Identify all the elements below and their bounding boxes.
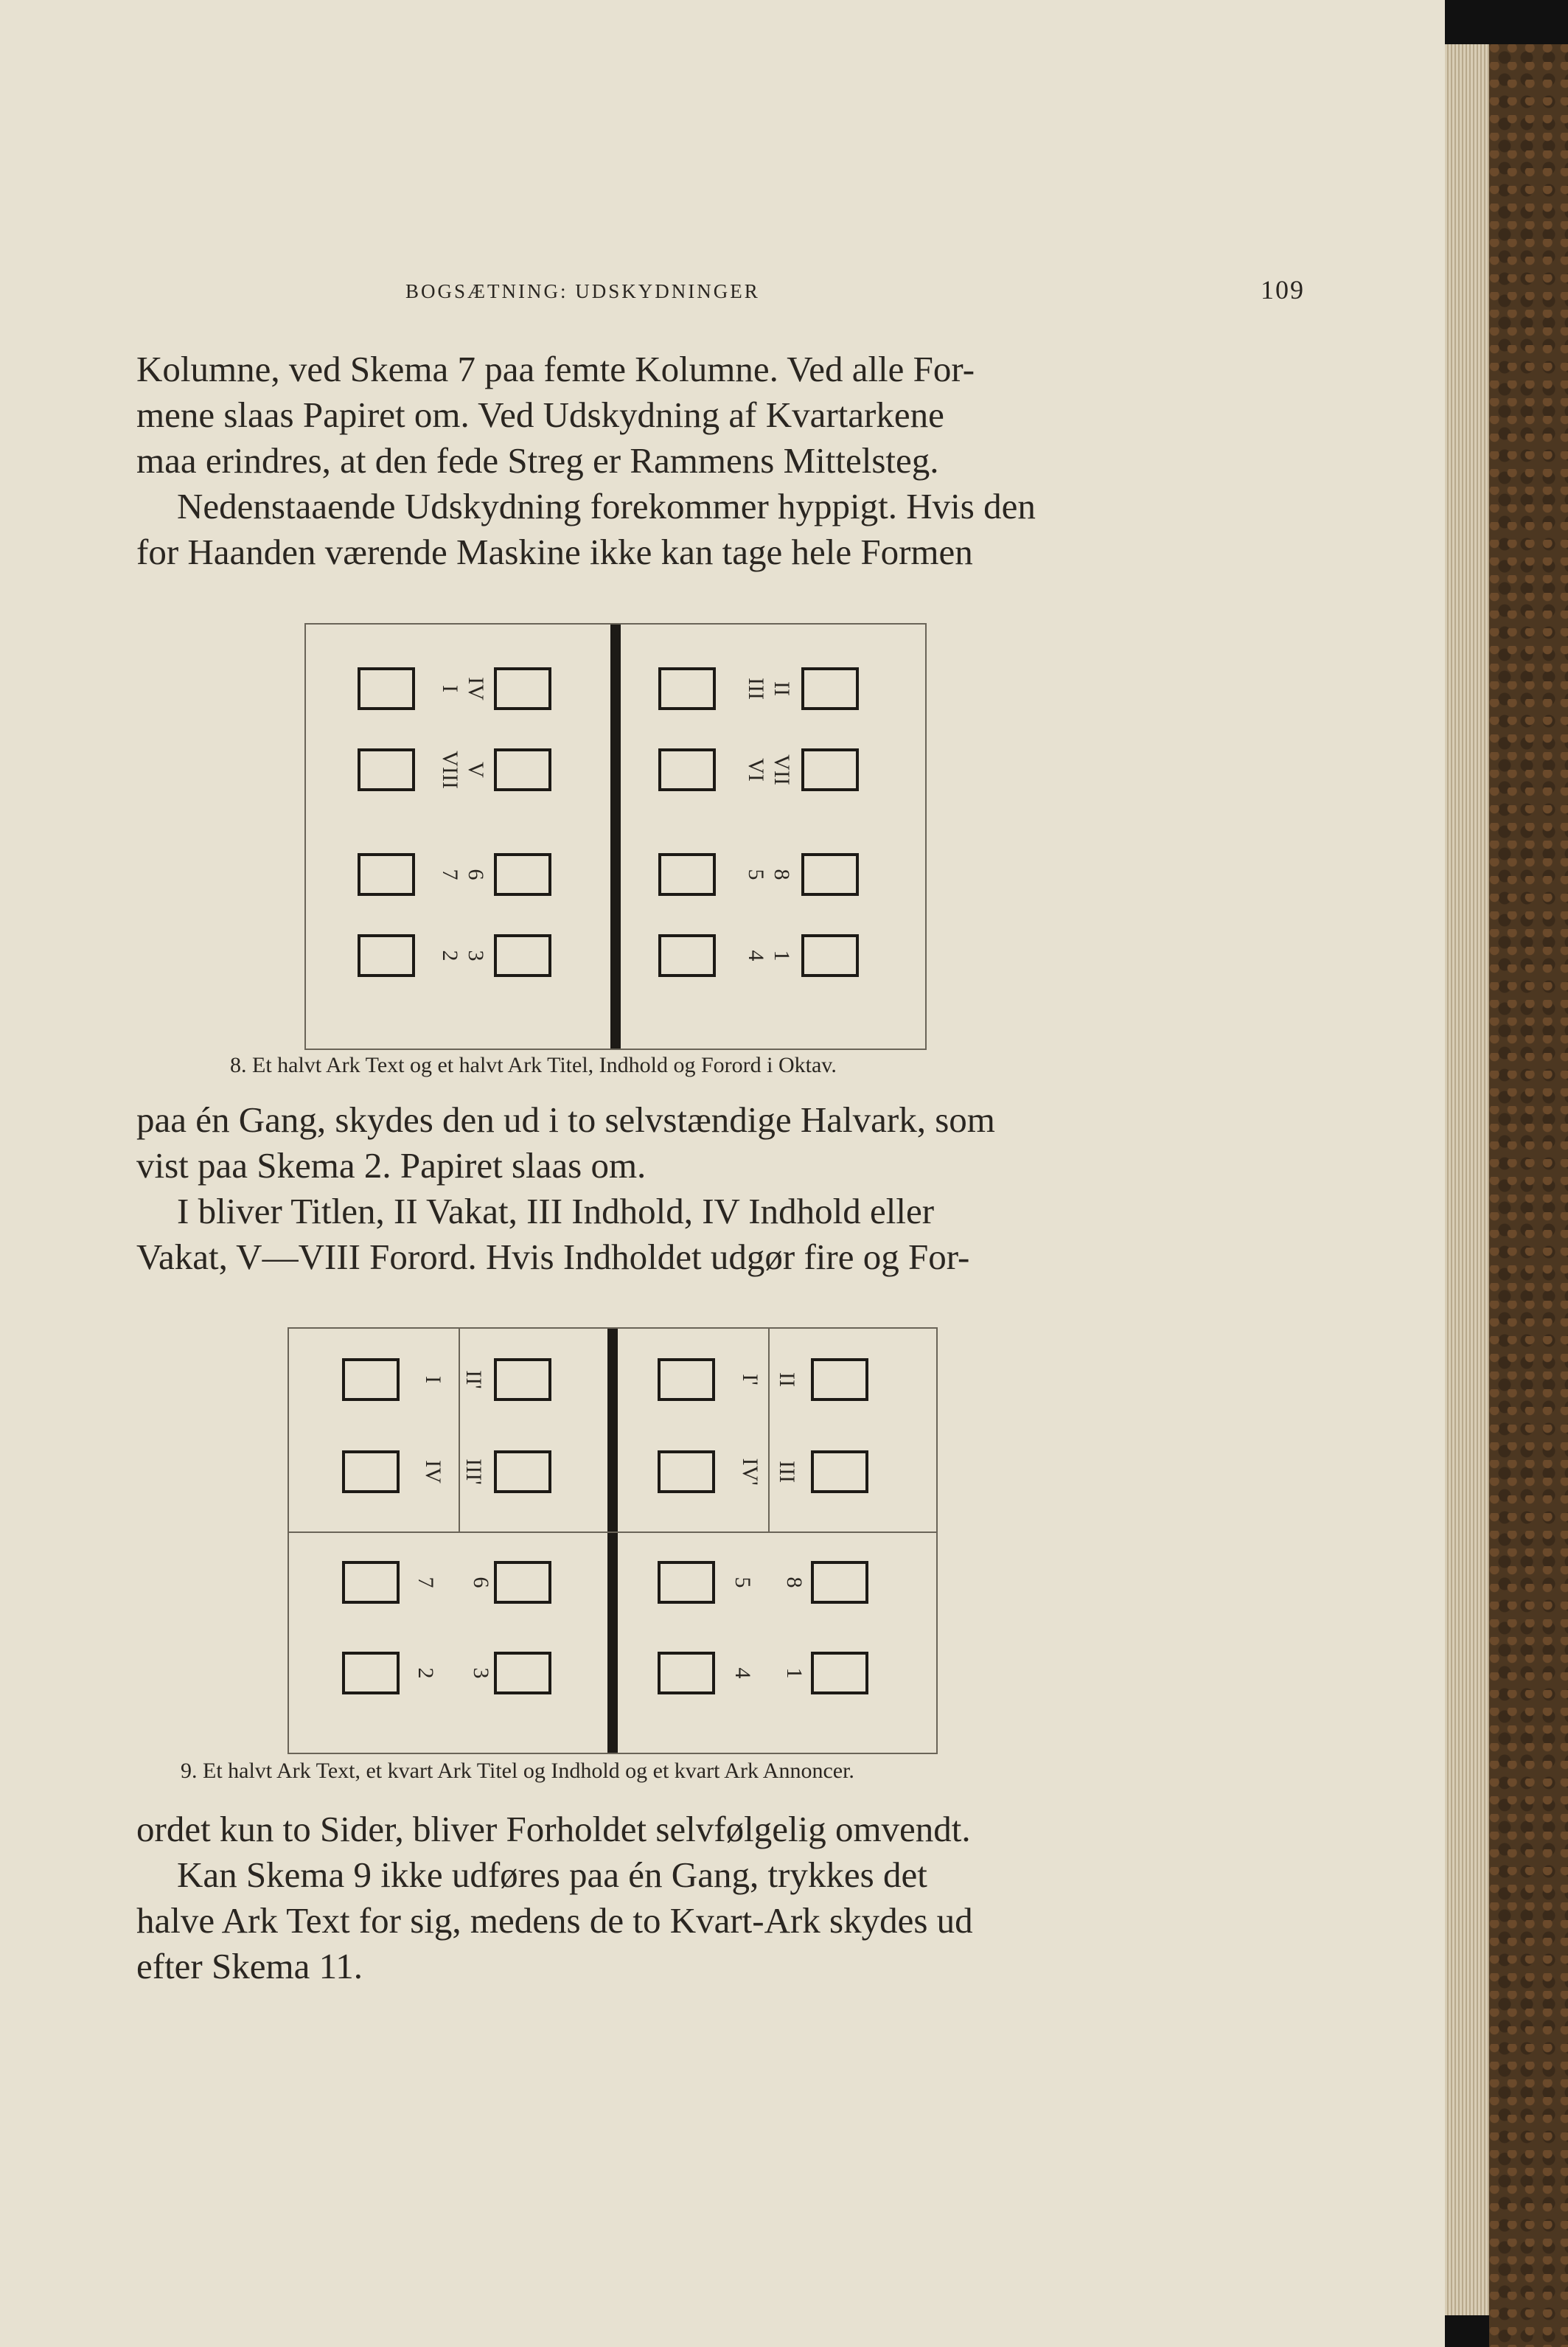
page-label: 4 <box>744 950 768 962</box>
page-label: IV' <box>738 1458 762 1486</box>
page-label: III <box>775 1461 799 1483</box>
page-box <box>801 853 859 896</box>
page-box <box>658 748 716 791</box>
page-label: II' <box>461 1370 486 1389</box>
page-label: 4 <box>731 1667 755 1679</box>
text-line: Nedenstaaende Udskydning forekommer hyppigt. Hvis den <box>177 486 1036 526</box>
page-box <box>358 667 415 710</box>
page-label: 7 <box>414 1576 438 1588</box>
page-box <box>342 1358 400 1401</box>
page-box <box>358 934 415 977</box>
page-label: 1 <box>782 1667 806 1679</box>
page-label: III <box>744 678 768 700</box>
page-label: 2 <box>414 1667 438 1679</box>
page-box <box>658 667 716 710</box>
page-box <box>658 1450 715 1493</box>
page-box <box>811 1450 868 1493</box>
page-label: II <box>775 1372 799 1387</box>
text-line: paa én Gang, skydes den ud i to selvstændige Halvark, som <box>136 1099 995 1140</box>
page-box <box>342 1652 400 1694</box>
page-label: I' <box>738 1374 762 1385</box>
page-label: 8 <box>782 1576 806 1588</box>
page-edges <box>1445 44 1489 2315</box>
page-box <box>801 748 859 791</box>
page-box <box>658 934 716 977</box>
text-line: Kolumne, ved Skema 7 paa femte Kolumne. Ved alle For- <box>136 349 975 389</box>
page-label: II <box>770 681 794 696</box>
page-box <box>342 1561 400 1604</box>
page-box <box>358 748 415 791</box>
page-label: IV <box>421 1460 445 1484</box>
page-label: V <box>464 762 488 778</box>
paragraph-1 <box>136 347 1098 575</box>
frame-center-bar <box>610 625 621 1049</box>
page-box <box>494 1652 551 1694</box>
page-label: 8 <box>770 869 794 880</box>
text-line: vist paa Skema 2. Papiret slaas om. <box>136 1145 647 1186</box>
page-label: VIII <box>438 751 462 789</box>
page-box <box>494 1561 551 1604</box>
page-label: I <box>438 685 462 692</box>
page-label: 6 <box>464 869 488 880</box>
paragraph-2 <box>136 1097 1098 1280</box>
page-box <box>494 748 551 791</box>
page-box <box>658 853 716 896</box>
page-label: 3 <box>464 950 488 962</box>
page-label: 3 <box>469 1667 493 1679</box>
page-box <box>494 853 551 896</box>
frame-horizontal-rule <box>289 1531 936 1533</box>
page-box <box>342 1450 400 1493</box>
imposition-diagram-8 <box>304 623 927 1050</box>
page-box <box>358 853 415 896</box>
text-line: I bliver Titlen, II Vakat, III Indhold, IV Indhold eller <box>177 1191 935 1231</box>
text-line: mene slaas Papiret om. Ved Udskydning af Kvartarkene <box>136 394 944 435</box>
page-label: 7 <box>438 869 462 880</box>
figure-9-caption: 9. Et halvt Ark Text, et kvart Ark Titel og Indhold og et kvart Ark Annoncer. <box>181 1759 854 1783</box>
text-line: halve Ark Text for sig, medens de to Kvart-Ark skydes ud <box>136 1900 973 1941</box>
page-number: 109 <box>1261 275 1305 305</box>
page-box <box>811 1561 868 1604</box>
page-box <box>494 667 551 710</box>
page-box <box>811 1652 868 1694</box>
page-box <box>494 1358 551 1401</box>
page-box <box>801 934 859 977</box>
page-label: III' <box>461 1458 486 1485</box>
marbled-spine <box>1489 44 1568 2347</box>
page-box <box>801 667 859 710</box>
page-label: VI <box>744 758 768 782</box>
imposition-diagram-9 <box>288 1327 938 1754</box>
text-line: efter Skema 11. <box>136 1946 363 1986</box>
page-label: 5 <box>744 869 768 880</box>
text-line: for Haanden værende Maskine ikke kan tage hele Formen <box>136 532 973 572</box>
frame-quarter-rule <box>459 1329 460 1531</box>
page-box <box>658 1561 715 1604</box>
page-label: I <box>421 1376 445 1383</box>
page-box <box>494 1450 551 1493</box>
page-box <box>811 1358 868 1401</box>
frame-center-bar <box>607 1329 618 1753</box>
text-line: maa erindres, at den fede Streg er Rammens Mittelsteg. <box>136 440 939 481</box>
page-label: IV <box>464 677 488 700</box>
frame-quarter-rule <box>768 1329 770 1531</box>
running-title: BOGSÆTNING: UDSKYDNINGER <box>405 280 760 302</box>
page-label: 1 <box>770 950 794 962</box>
page-label: VII <box>770 754 794 785</box>
page-label: 6 <box>469 1576 493 1588</box>
page-box <box>658 1652 715 1694</box>
page-label: 2 <box>438 950 462 962</box>
text-line: Kan Skema 9 ikke udføres paa én Gang, trykkes det <box>177 1854 927 1895</box>
text-line: Vakat, V—VIII Forord. Hvis Indholdet udgør fire og For- <box>136 1237 970 1277</box>
figure-8-caption: 8. Et halvt Ark Text og et halvt Ark Titel, Indhold og Forord i Oktav. <box>230 1053 837 1077</box>
text-line: ordet kun to Sider, bliver Forholdet selvfølgelig omvendt. <box>136 1809 971 1849</box>
page-box <box>494 934 551 977</box>
page-box <box>658 1358 715 1401</box>
paragraph-3 <box>136 1807 1098 1989</box>
page-label: 5 <box>731 1576 755 1588</box>
